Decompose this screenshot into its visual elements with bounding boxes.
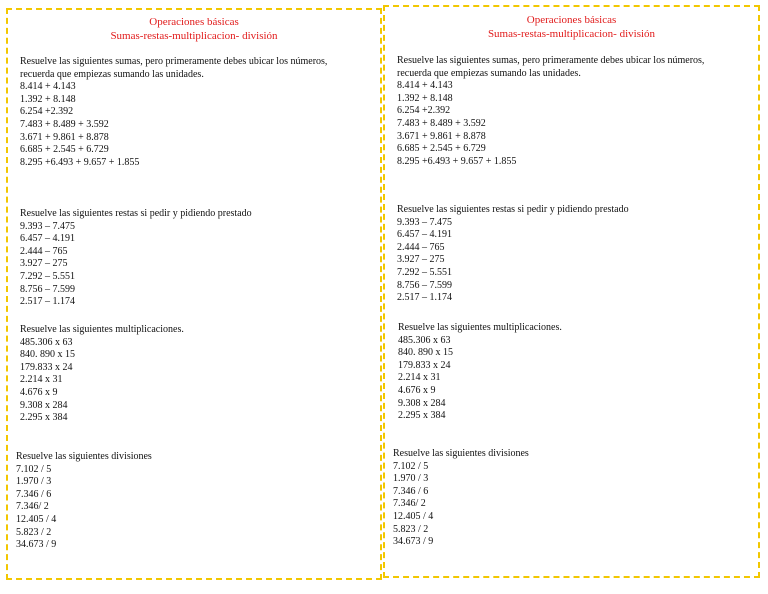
exercise-item: 9.308 x 284 [398, 397, 446, 409]
exercise-item: 6.457 – 4.191 [20, 233, 75, 245]
exercise-item: 485.306 x 63 [398, 334, 451, 346]
worksheet-subtitle: Sumas-restas-multiplicacion- división [487, 28, 656, 40]
exercise-item: 179.833 x 24 [398, 359, 451, 371]
exercise-item: 2.214 x 31 [20, 374, 63, 386]
exercise-item: 1.970 / 3 [16, 476, 52, 488]
exercise-item: 9.393 – 7.475 [20, 220, 75, 232]
exercise-item: 9.308 x 284 [20, 399, 68, 411]
exercise-item: 7.346 / 6 [393, 485, 429, 497]
section-sumas [397, 55, 704, 168]
exercise-item: 7.346 / 6 [16, 488, 52, 500]
exercise-item: 4.676 x 9 [398, 384, 436, 396]
restas-instruction: Resuelve las siguientes restas si pedir y pidiendo prestado [20, 208, 252, 219]
sumas-instruction-2: recuerda que empiezas sumando las unidades. [20, 68, 204, 80]
sumas-instruction: Resuelve las siguientes sumas, pero primeramente debes ubicar los números, [20, 56, 328, 67]
exercise-item: 7.292 – 5.551 [397, 266, 452, 278]
exercise-item: 3.927 – 275 [397, 254, 445, 266]
exercise-item: 8.756 – 7.599 [20, 283, 75, 295]
section-restas [20, 208, 252, 309]
exercise-item: 8.295 +6.493 + 9.657 + 1.855 [20, 156, 140, 168]
exercise-item: 8.756 – 7.599 [397, 279, 452, 291]
exercise-item: 2.295 x 384 [20, 412, 68, 424]
exercise-item: 7.483 + 8.489 + 3.592 [397, 117, 486, 129]
exercise-item: 6.457 – 4.191 [397, 229, 452, 241]
exercise-item: 7.102 / 5 [16, 463, 52, 475]
section-sumas [20, 56, 327, 169]
worksheet-card-left [6, 8, 382, 580]
exercise-item: 7.346/ 2 [393, 498, 426, 510]
exercise-item: 5.823 / 2 [393, 523, 429, 535]
sumas-instruction: Resuelve las siguientes sumas, pero primeramente debes ubicar los números, [397, 55, 705, 66]
exercise-item: 3.927 – 275 [20, 258, 68, 270]
exercise-item: 5.823 / 2 [16, 526, 52, 538]
exercise-item: 1.392 + 8.148 [397, 92, 453, 104]
section-divisiones [16, 451, 152, 552]
exercise-item: 2.517 – 1.174 [397, 292, 452, 304]
exercise-item: 4.676 x 9 [20, 386, 58, 398]
worksheet-title: Operaciones básicas [526, 14, 617, 26]
exercise-item: 6.685 + 2.545 + 6.729 [397, 143, 486, 155]
exercise-item: 6.254 +2.392 [397, 105, 451, 117]
section-divisiones [393, 448, 529, 549]
exercise-item: 7.483 + 8.489 + 3.592 [20, 118, 109, 130]
sumas-instruction-2: recuerda que empiezas sumando las unidades. [397, 67, 581, 79]
exercise-item: 8.414 + 4.143 [397, 80, 453, 92]
exercise-item: 34.673 / 9 [393, 536, 434, 548]
divisiones-instruction: Resuelve las siguientes divisiones [393, 448, 529, 459]
exercise-item: 8.295 +6.493 + 9.657 + 1.855 [397, 155, 517, 167]
exercise-item: 12.405 / 4 [16, 513, 57, 525]
exercise-item: 840. 890 x 15 [20, 349, 75, 361]
exercise-item: 485.306 x 63 [20, 336, 73, 348]
multiplicaciones-instruction: Resuelve las siguientes multiplicaciones. [398, 322, 562, 333]
exercise-item: 3.671 + 9.861 + 8.878 [20, 131, 109, 143]
exercise-item: 6.685 + 2.545 + 6.729 [20, 144, 109, 156]
exercise-item: 2.444 – 765 [397, 241, 445, 253]
worksheet-card-right [383, 5, 760, 578]
section-multiplicaciones [20, 324, 184, 425]
worksheet-subtitle: Sumas-restas-multiplicacion- división [110, 30, 278, 42]
section-multiplicaciones [398, 322, 562, 423]
exercise-item: 2.214 x 31 [398, 372, 441, 384]
exercise-item: 7.292 – 5.551 [20, 270, 75, 282]
exercise-item: 12.405 / 4 [393, 510, 434, 522]
exercise-item: 7.346/ 2 [16, 501, 49, 513]
divisiones-instruction: Resuelve las siguientes divisiones [16, 451, 152, 462]
exercise-item: 2.444 – 765 [20, 245, 68, 257]
exercise-item: 6.254 +2.392 [20, 106, 74, 118]
exercise-item: 2.517 – 1.174 [20, 296, 75, 308]
restas-instruction: Resuelve las siguientes restas si pedir y pidiendo prestado [397, 204, 629, 215]
exercise-item: 34.673 / 9 [16, 539, 57, 551]
exercise-item: 3.671 + 9.861 + 8.878 [397, 130, 486, 142]
exercise-item: 840. 890 x 15 [398, 347, 453, 359]
exercise-item: 1.392 + 8.148 [20, 93, 76, 105]
exercise-item: 1.970 / 3 [393, 473, 429, 485]
worksheet-title: Operaciones básicas [149, 16, 239, 28]
exercise-item: 2.295 x 384 [398, 410, 446, 422]
exercise-item: 7.102 / 5 [393, 460, 429, 472]
exercise-item: 8.414 + 4.143 [20, 81, 76, 93]
multiplicaciones-instruction: Resuelve las siguientes multiplicaciones. [20, 324, 184, 335]
exercise-item: 9.393 – 7.475 [397, 216, 452, 228]
section-restas [397, 204, 629, 305]
exercise-item: 179.833 x 24 [20, 361, 73, 373]
